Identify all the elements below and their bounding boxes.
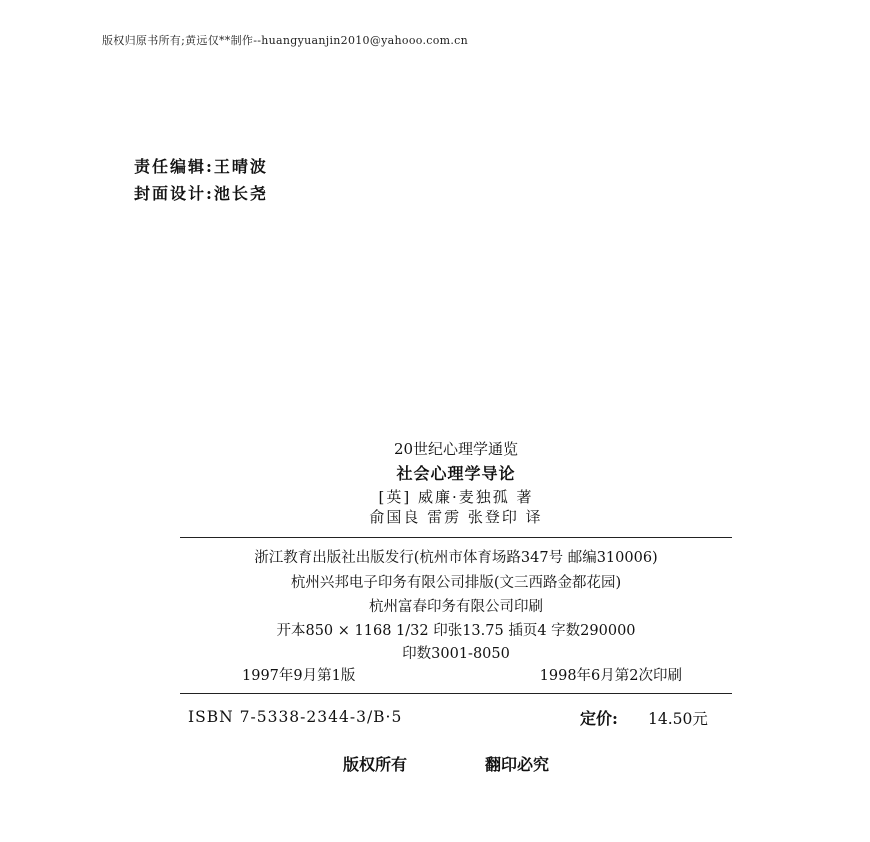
book-title: 社会心理学导论 bbox=[396, 464, 516, 483]
bottom-divider bbox=[180, 693, 732, 694]
price-label: 定价: bbox=[580, 709, 618, 728]
format-line: 开本850 × 1168 1/32 印张13.75 插页4 字数290000 bbox=[276, 623, 636, 639]
price-value: 14.50元 bbox=[648, 710, 708, 728]
translators-line: 俞国良 雷雳 张登印 译 bbox=[369, 508, 543, 526]
isbn-number: ISBN 7-5338-2344-3/B·5 bbox=[188, 708, 403, 726]
piracy-warning: 翻印必究 bbox=[485, 755, 550, 774]
watermark-text: 版权归原书所有;黄远仅**制作--huangyuanjin2010@yahooo.com.cn bbox=[102, 34, 469, 47]
author-line: [英] 威廉·麦独孤 著 bbox=[378, 488, 534, 506]
top-divider bbox=[180, 537, 732, 538]
print-run-line: 印数3001-8050 bbox=[402, 646, 510, 662]
typesetter-line: 杭州兴邦电子印务有限公司排版(文三西路金都花园) bbox=[290, 575, 622, 591]
responsible-editor: 责任编辑:王晴波 bbox=[134, 157, 268, 176]
publisher-line: 浙江教育出版社出版发行(杭州市体育场路347号 邮编310006) bbox=[254, 550, 658, 566]
edition-dates bbox=[242, 664, 682, 685]
printer-line: 杭州富春印务有限公司印刷 bbox=[369, 599, 543, 615]
series-title: 20世纪心理学通览 bbox=[393, 440, 519, 458]
all-rights-reserved: 版权所有 bbox=[343, 755, 408, 774]
first-edition: 1997年9月第1版 bbox=[242, 668, 356, 684]
cover-designer: 封面设计:池长尧 bbox=[134, 184, 268, 203]
second-printing: 1998年6月第2次印刷 bbox=[539, 668, 682, 684]
